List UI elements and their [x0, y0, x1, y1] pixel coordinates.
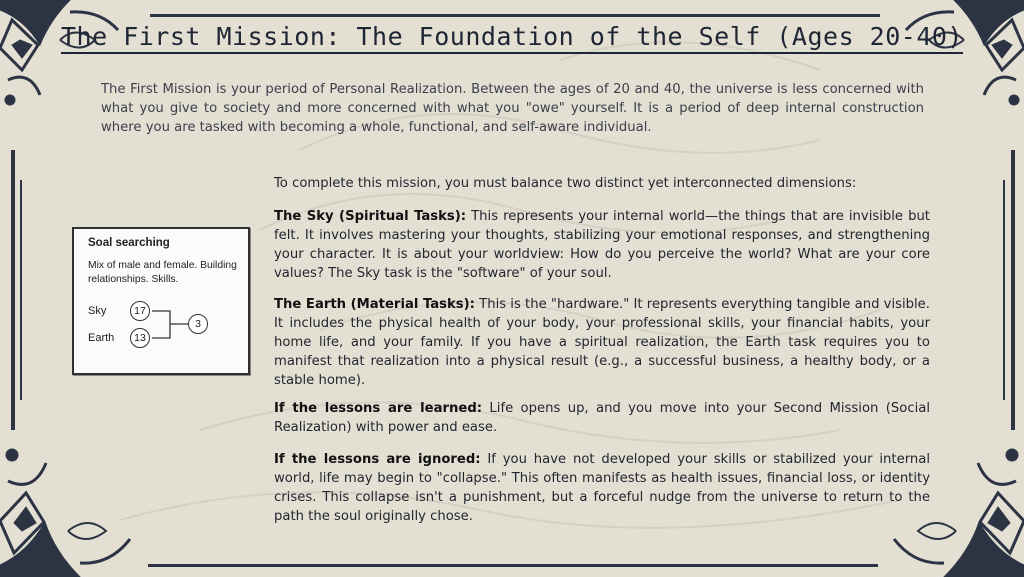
sky-value-circle: 17	[130, 301, 150, 321]
lead-paragraph: To complete this mission, you must balance two distinct yet interconnected dimensions:	[274, 176, 857, 191]
card-description: Mix of male and female. Building relationships. Skills.	[88, 260, 237, 285]
left-frame-line	[11, 150, 15, 430]
left-frame-line-inner	[20, 180, 22, 400]
sum-connector	[152, 309, 192, 341]
sky-paragraph	[274, 207, 930, 283]
earth-paragraph	[274, 295, 930, 390]
ignored-text: If you have not developed your skills or stabilized your internal world, life may begin to "collapse." This often manifests as health issues, financial loss, or identity crises. This collapse isn't a punishment, but a forceful nudge from the universe to return to the path the soul originally chose.	[274, 452, 930, 524]
corner-ornament-bottom-left	[0, 437, 140, 577]
right-frame-line	[1011, 150, 1015, 430]
soul-searching-card	[72, 227, 250, 375]
ignored-paragraph	[274, 450, 930, 526]
sky-heading: The Sky (Spiritual Tasks):	[274, 209, 467, 224]
ignored-heading: If the lessons are ignored:	[274, 452, 481, 467]
earth-label: Earth	[88, 332, 115, 344]
learned-text: Life opens up, and you move into your Second Mission (Social Realization) with power and ease.	[274, 401, 930, 435]
right-frame-line-inner	[1003, 180, 1005, 400]
card-title: Soal searching	[88, 237, 170, 249]
earth-heading: The Earth (Material Tasks):	[274, 297, 475, 312]
bottom-frame-line	[148, 564, 878, 567]
earth-text: This is the "hardware." It represents everything tangible and visible. It includes the physical health of your body, your professional skills, your financial habits, your home life, and your family. If you have a spiritual realization, the Earth task requires you to manifest that realization into a physical result (e.g., a successful business, a healthy body, or a stable home).	[274, 297, 930, 388]
earth-value-circle: 13	[130, 328, 150, 348]
learned-paragraph	[274, 399, 930, 437]
sky-label: Sky	[88, 305, 107, 317]
result-value-circle: 3	[188, 314, 208, 334]
top-frame-line	[150, 14, 880, 17]
sky-text: This represents your internal world—the things that are invisible but felt. It involves mastering your thoughts, stabilizing your emotional responses, and strengthening your character. It is about your worldview: How do you perceive the world? What are your core values? The Sky task is the "software" of your soul.	[274, 209, 930, 281]
learned-heading: If the lessons are learned:	[274, 401, 483, 416]
intro-paragraph: The First Mission is your period of Personal Realization. Between the ages of 20 and 40, the universe is less concerned with what you give to society and more concerned with what you "owe" yourself. It is a period of deep internal construction where you are tasked with becoming a whole, functional, and self-aware individual.	[101, 82, 924, 135]
page-title: The First Mission: The Foundation of the Self (Ages 20-40)	[0, 22, 1024, 51]
